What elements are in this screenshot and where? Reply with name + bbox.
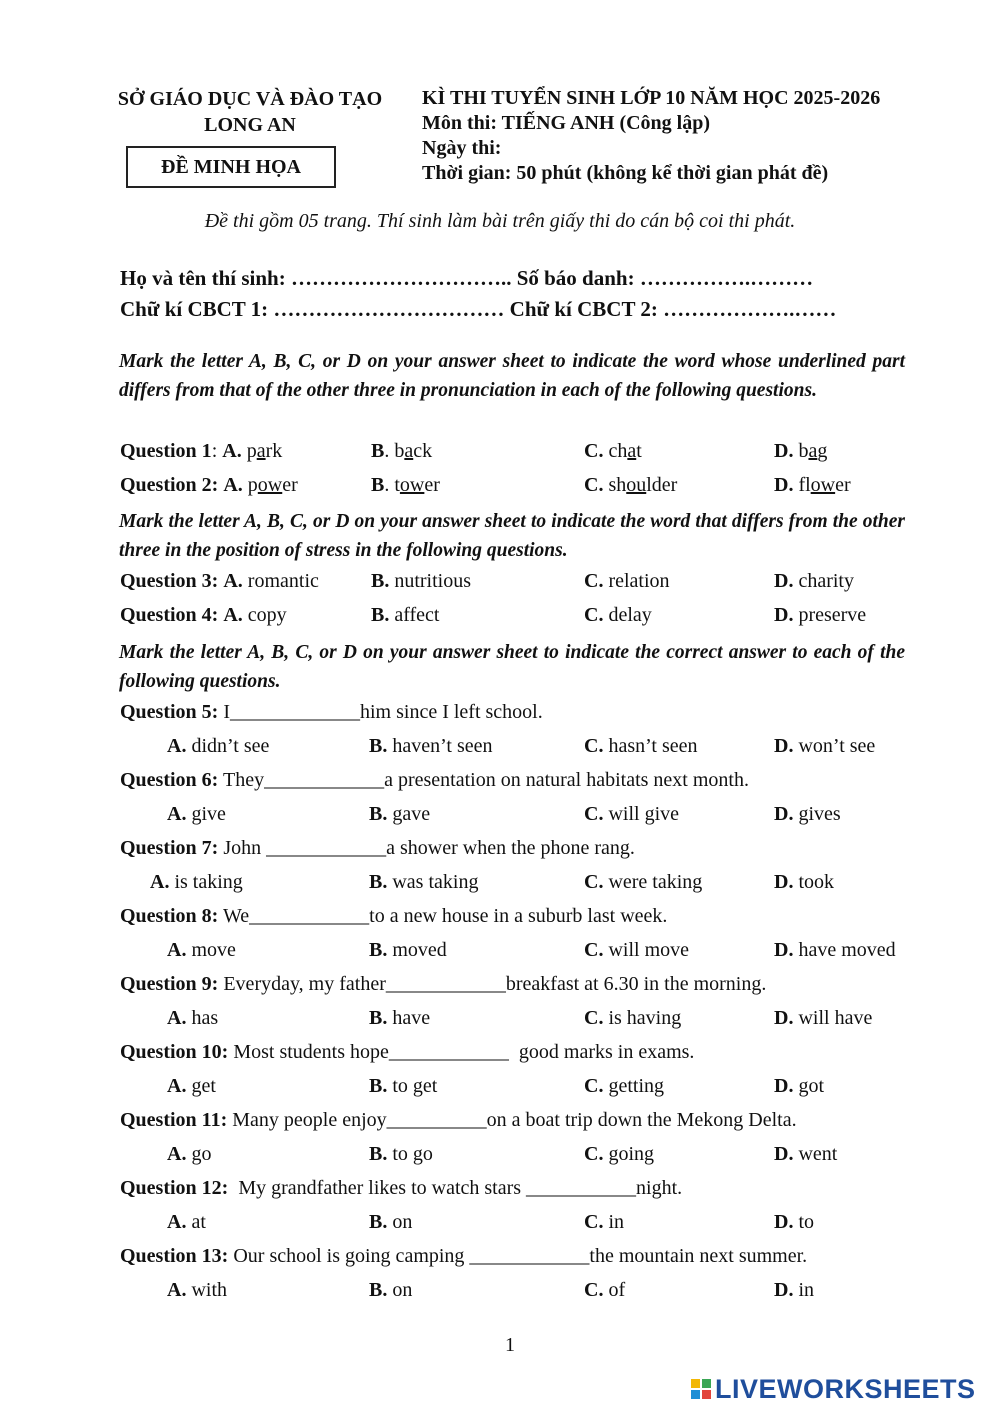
option-b[interactable]: B. have	[369, 1007, 431, 1029]
exam-title: KÌ THI TUYỂN SINH LỚP 10 NĂM HỌC 2025-2026	[422, 87, 881, 109]
question-9: Question 9: Everyday, my father____________breakfast at 6.30 in the morning.	[120, 973, 767, 995]
department-name: SỞ GIÁO DỤC VÀ ĐÀO TẠO	[117, 88, 383, 110]
option-d[interactable]: D. gives	[774, 803, 841, 825]
option-b[interactable]: B. on	[369, 1279, 413, 1301]
exam-subject: Môn thi: TIẾNG ANH (Công lập)	[422, 112, 711, 134]
option-c[interactable]: C. delay	[584, 604, 652, 626]
option-a[interactable]: A. get	[167, 1075, 216, 1097]
option-c[interactable]: C. chat	[584, 440, 642, 462]
option-c[interactable]: C. is having	[584, 1007, 682, 1029]
question-13: Question 13: Our school is going camping ____________the mountain next summer.	[120, 1245, 808, 1267]
option-c[interactable]: C. will move	[584, 939, 689, 961]
department-header	[100, 86, 400, 138]
question-8-options	[0, 939, 1000, 967]
instruction-pronunciation: Mark the letter A, B, C, or D on your answer sheet to indicate the word whose underlined part differs from that of the other three in pronunciation in each of the following questions.	[119, 351, 905, 401]
option-d[interactable]: D. preserve	[774, 604, 867, 626]
option-d[interactable]: D. in	[774, 1279, 815, 1301]
question-6-options	[0, 803, 1000, 831]
option-a[interactable]: A. has	[167, 1007, 219, 1029]
option-b[interactable]: B. affect	[371, 604, 440, 626]
option-b[interactable]: B. moved	[369, 939, 447, 961]
option-b[interactable]: B. haven’t seen	[369, 735, 493, 757]
liveworksheets-logo	[690, 1374, 976, 1405]
question-8: Question 8: We____________to a new house in a suburb last week.	[120, 905, 668, 927]
option-a[interactable]: A. with	[167, 1279, 228, 1301]
option-b[interactable]: B. to get	[369, 1075, 438, 1097]
option-c[interactable]: C. going	[584, 1143, 655, 1165]
option-a[interactable]: A. at	[167, 1211, 206, 1233]
option-c[interactable]: C. in	[584, 1211, 625, 1233]
option-c[interactable]: C. relation	[584, 570, 670, 592]
question-5-options	[0, 735, 1000, 763]
option-c[interactable]: C. hasn’t seen	[584, 735, 698, 757]
option-d[interactable]: D. won’t see	[774, 735, 876, 757]
question-13-options	[0, 1279, 1000, 1307]
exam-date: Ngày thi:	[422, 137, 502, 159]
question-5: Question 5: I_____________him since I left school.	[120, 701, 543, 723]
signature-line: Chữ kí CBCT 1: …………………………… Chữ kí CBCT 2: ……………….……	[120, 297, 837, 321]
option-c[interactable]: C. of	[584, 1279, 626, 1301]
option-a[interactable]: A. move	[167, 939, 236, 961]
page-number: 1	[505, 1334, 515, 1356]
question-12: Question 12: My grandfather likes to watch stars ___________night.	[120, 1177, 683, 1199]
option-d[interactable]: D. went	[774, 1143, 838, 1165]
liveworksheets-icon	[690, 1378, 712, 1400]
exam-note: Đề thi gồm 05 trang. Thí sinh làm bài trên giấy thi do cán bộ coi thi phát.	[204, 210, 796, 232]
option-d[interactable]: D. will have	[774, 1007, 873, 1029]
option-b[interactable]: B. to go	[369, 1143, 433, 1165]
option-d[interactable]: D. flower	[774, 474, 851, 496]
question-11: Question 11: Many people enjoy__________on a boat trip down the Mekong Delta.	[120, 1109, 797, 1131]
option-a[interactable]: A. is taking	[150, 871, 243, 893]
instruction-stress: Mark the letter A, B, C, or D on your answer sheet to indicate the word that differs from the other three in the position of stress in the following questions.	[119, 511, 905, 561]
question-7: Question 7: John ____________a shower when the phone rang.	[120, 837, 635, 859]
option-d[interactable]: D. to	[774, 1211, 815, 1233]
exam-duration: Thời gian: 50 phút (không kể thời gian phát đề)	[422, 162, 829, 184]
option-d[interactable]: D. took	[774, 871, 835, 893]
question-10-options	[0, 1075, 1000, 1103]
province-name: LONG AN	[204, 114, 296, 136]
question-3: Question 3: A. romantic B. nutritious C. relation D. charity	[120, 570, 854, 592]
option-d[interactable]: D. have moved	[774, 939, 896, 961]
option-b[interactable]: B. was taking	[369, 871, 479, 893]
instruction-correct-answer: Mark the letter A, B, C, or D on your answer sheet to indicate the correct answer to each of the following questions.	[119, 642, 905, 692]
question-7-options	[0, 871, 1000, 899]
question-11-options	[0, 1143, 1000, 1171]
question-4: Question 4: A. copy B. affect C. delay D. preserve	[120, 604, 867, 626]
option-b[interactable]: B. tower	[371, 474, 440, 496]
candidate-info-line: Họ và tên thí sinh: ………………………….. Số báo danh: …………….………	[120, 266, 814, 290]
option-b[interactable]: B. back	[371, 440, 433, 462]
option-b[interactable]: B. on	[369, 1211, 413, 1233]
sample-exam-badge: ĐỀ MINH HỌA	[126, 146, 336, 188]
question-12-options	[0, 1211, 1000, 1239]
option-d[interactable]: D. bag	[774, 440, 828, 462]
question-10: Question 10: Most students hope____________ good marks in exams.	[120, 1041, 695, 1063]
watermark-text: LIVEWORKSHEETS	[715, 1374, 976, 1404]
question-6: Question 6: They____________a presentation on natural habitats next month.	[120, 769, 749, 791]
exam-info-header	[422, 86, 880, 186]
question-2: Question 2: A. power B. tower C. shoulder D. flower	[120, 474, 851, 496]
option-b[interactable]: B. gave	[369, 803, 431, 825]
option-a[interactable]: A. go	[167, 1143, 212, 1165]
question-1: Question 1: A. park B. back C. chat D. bag	[120, 440, 828, 462]
option-c[interactable]: C. will give	[584, 803, 679, 825]
option-a[interactable]: A. didn’t see	[167, 735, 270, 757]
option-c[interactable]: C. shoulder	[584, 474, 678, 496]
option-c[interactable]: C. getting	[584, 1075, 664, 1097]
option-c[interactable]: C. were taking	[584, 871, 703, 893]
question-9-options	[0, 1007, 1000, 1035]
option-d[interactable]: D. got	[774, 1075, 825, 1097]
option-a[interactable]: A. give	[167, 803, 226, 825]
option-b[interactable]: B. nutritious	[371, 570, 472, 592]
option-d[interactable]: D. charity	[774, 570, 854, 592]
